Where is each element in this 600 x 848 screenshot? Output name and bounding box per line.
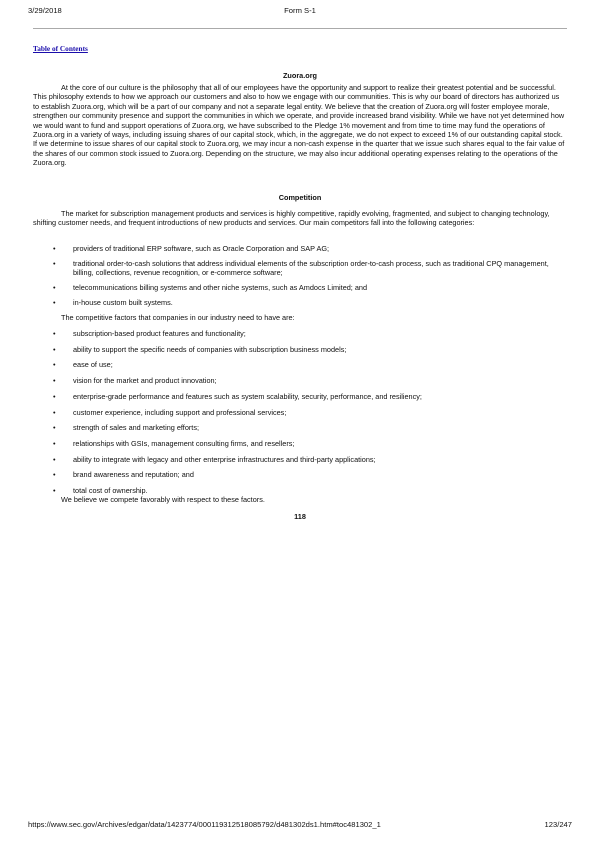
list-item bbox=[53, 329, 558, 338]
page-number: 118 bbox=[294, 512, 306, 521]
bullet-icon: • bbox=[53, 344, 56, 354]
list-item-text: enterprise-grade performance and features such as system scalability, security, performance, and resiliency; bbox=[73, 391, 422, 401]
list-item bbox=[53, 455, 558, 464]
section-title-zuora: Zuora.org bbox=[282, 71, 318, 80]
bullet-icon: • bbox=[53, 454, 56, 464]
list-item bbox=[53, 470, 558, 479]
list-item-text: brand awareness and reputation; and bbox=[73, 470, 194, 480]
bullet-icon: • bbox=[53, 298, 56, 308]
bullet-icon: • bbox=[53, 423, 56, 433]
list-item bbox=[53, 259, 558, 278]
list-item-text: total cost of ownership. bbox=[73, 486, 148, 496]
bullet-icon: • bbox=[53, 329, 56, 338]
list-item bbox=[53, 392, 558, 401]
footer-page-count: 123/247 bbox=[544, 820, 572, 829]
header-divider bbox=[33, 28, 567, 29]
factors-list bbox=[53, 329, 558, 502]
list-item bbox=[53, 408, 558, 417]
list-item bbox=[53, 423, 558, 432]
factors-intro: The competitive factors that companies in our industry need to have are: bbox=[61, 313, 295, 322]
zuora-paragraph: At the core of our culture is the philosophy that all of our employees have the opportunity and support to realize their greatest potential and be successful. This philosophy extends to how we approach our customers and also to how we engage with our communities. This is why our board of directors has authorized us to establish Zuora.org, which will be a part of our company and not a separate legal entity. We believe that the creation of Zuora.org will foster employee morale, strengthen our community presence and support the communities in which we operate, and provide increased brand visibility. While we have not yet determined how we would want to fund and support operations of Zuora.org, we have subscribed to the Pledge 1% movement and from time to time may fund the operations of Zuora.org in a variety of ways, including issuing shares of our capital stock, which, in the aggregate, we do not expect to exceed 1% of our outstanding capital stock. If we determine to issue shares of our capital stock to Zuora.org, we may incur a non-cash expense in the quarter that we issue such shares equal to the fair value of the shares of our common stock issued to Zuora.org. Depending on the structure, we may also incur additional operating expenses relating to the operations of the Zuora.org. bbox=[33, 83, 565, 168]
bullet-icon: • bbox=[53, 486, 56, 496]
list-item bbox=[53, 283, 558, 292]
footer-url: https://www.sec.gov/Archives/edgar/data/1423774/000119312518085792/d481302ds1.htm#toc481302_1 bbox=[28, 820, 381, 829]
list-item-text: ability to integrate with legacy and other enterprise infrastructures and third-party applications; bbox=[73, 454, 376, 464]
list-item-text: in-house custom built systems. bbox=[73, 298, 173, 308]
competition-paragraph: The market for subscription management products and services is highly competitive, rapidly evolving, fragmented, and subject to changing technology, shifting customer needs, and frequent introductions of new products and services. Our main competitors fall into the following categories: bbox=[33, 209, 550, 228]
list-item bbox=[53, 345, 558, 354]
list-item-text: vision for the market and product innovation; bbox=[73, 376, 217, 386]
bullet-icon: • bbox=[53, 283, 56, 293]
list-item bbox=[53, 376, 558, 385]
list-item bbox=[53, 360, 558, 369]
bullet-icon: • bbox=[53, 407, 56, 417]
table-of-contents-link[interactable]: Table of Contents bbox=[33, 44, 88, 53]
bullet-icon: • bbox=[53, 470, 56, 480]
list-item-text: ability to support the specific needs of companies with subscription business models; bbox=[73, 344, 347, 354]
list-item bbox=[53, 439, 558, 448]
section-title-competition: Competition bbox=[278, 193, 322, 202]
list-item-text: ease of use; bbox=[73, 360, 113, 370]
bullet-icon: • bbox=[53, 360, 56, 370]
list-item-text: customer experience, including support and professional services; bbox=[73, 407, 287, 417]
print-title: Form S-1 bbox=[284, 6, 316, 15]
conclusion: We believe we compete favorably with respect to these factors. bbox=[61, 495, 265, 504]
bullet-icon: • bbox=[53, 391, 56, 401]
list-item-text: telecommunications billing systems and other niche systems, such as Amdocs Limited; and bbox=[73, 283, 368, 293]
competitor-list bbox=[53, 244, 558, 313]
bullet-icon: • bbox=[53, 258, 56, 268]
bullet-icon: • bbox=[53, 376, 56, 386]
list-item-text: subscription-based product features and functionality; bbox=[73, 329, 246, 338]
bullet-icon: • bbox=[53, 438, 56, 448]
list-item bbox=[53, 298, 558, 307]
list-item-text: strength of sales and marketing efforts; bbox=[73, 423, 200, 433]
list-item-text: relationships with GSIs, management consulting firms, and resellers; bbox=[73, 438, 295, 448]
bullet-icon: • bbox=[53, 244, 56, 253]
list-item-text: providers of traditional ERP software, such as Oracle Corporation and SAP AG; bbox=[73, 244, 330, 253]
list-item bbox=[53, 244, 558, 253]
list-item-text: traditional order-to-cash solutions that address individual elements of the subscription order-to-cash process, such as traditional CPQ management, billing, collections, revenue recognition, or e-commerce software; bbox=[73, 258, 549, 278]
print-date: 3/29/2018 bbox=[28, 6, 62, 15]
